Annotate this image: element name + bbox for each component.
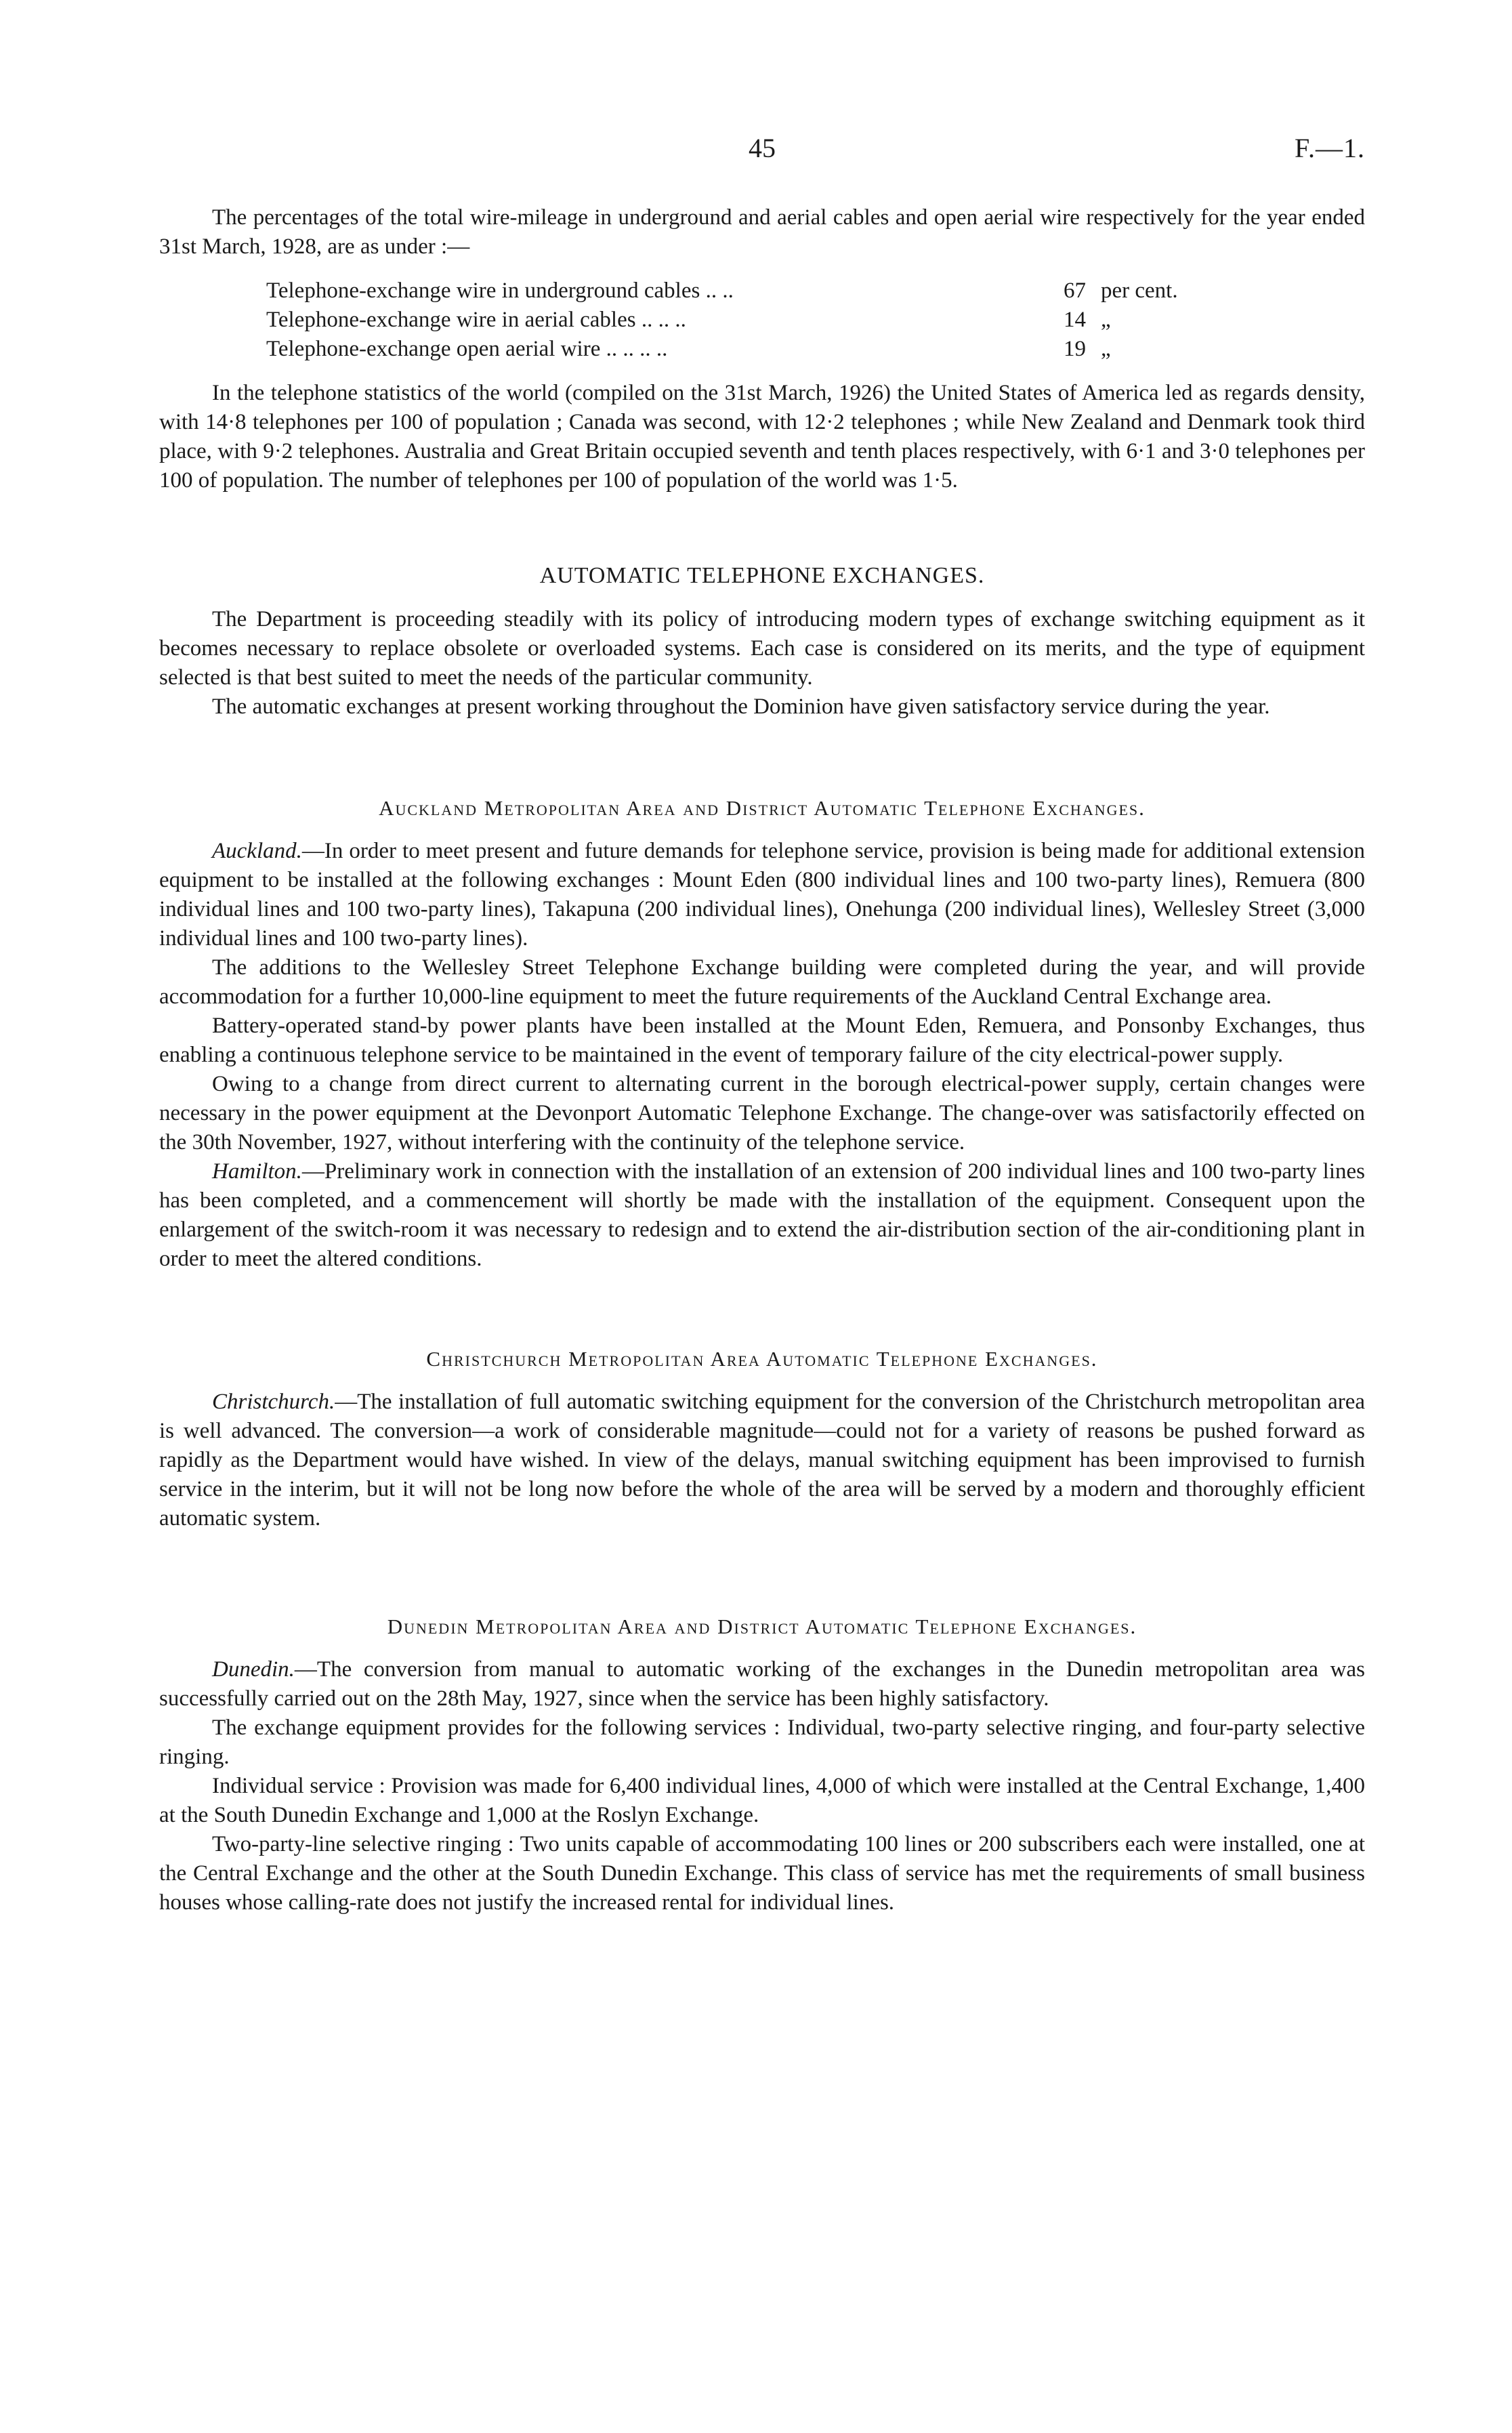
hamilton-lead: Hamilton. <box>212 1159 302 1184</box>
row-label: Telephone-exchange wire in underground cables .. .. <box>266 278 734 303</box>
row-unit: „ <box>1101 337 1111 361</box>
auckland-lead: Auckland. <box>212 839 302 863</box>
devonport-paragraph: Owing to a change from direct current to alternating current in the borough electrical-power supply, certain changes were necessary in the power equipment at the Devonport Automatic Telephone Exchange. The change-over was satisfactorily effected on the 30th November, 1927, without interfering with the continuity of the telephone service. <box>159 1072 1365 1155</box>
auckland-paragraph <box>159 837 1365 953</box>
table-row <box>266 306 1269 335</box>
hamilton-paragraph <box>159 1157 1365 1274</box>
two-party-paragraph: Two-party-line selective ringing : Two units capable of accommodating 100 lines or 200 subscribers each were installed, one at the Central Exchange and the other at the South Dunedin Exchange. This class of service has met the requirements of small business houses whose calling-rate does not justify the increased rental for individual lines. <box>159 1832 1365 1915</box>
christchurch-paragraph <box>159 1388 1365 1533</box>
wire-mileage-paragraph: The percentages of the total wire-mileage in underground and aerial cables and open aerial wire respectively for the year ended 31st March, 1928, are as under :— <box>159 205 1365 259</box>
dunedin-text: —The conversion from manual to automatic working of the exchanges in the Dunedin metropolitan area was successfully carried out on the 28th May, 1927, since when the service has been highly satisfactory. <box>159 1657 1365 1711</box>
automatic-paragraph-2: The automatic exchanges at present working throughout the Dominion have given satisfactory service during the year. <box>212 694 1270 719</box>
section-heading-dunedin: Dunedin Metropolitan Area and District Automatic Telephone Exchanges. <box>387 1615 1137 1638</box>
row-value: 67 <box>1064 278 1086 303</box>
table-row <box>266 335 1269 364</box>
individual-service-paragraph: Individual service : Provision was made for 6,400 individual lines, 4,000 of which were installed at the Central Exchange, 1,400 at the South Dunedin Exchange and 1,000 at the Roslyn Exchange. <box>159 1774 1365 1827</box>
automatic-paragraph-1: The Department is proceeding steadily with its policy of introducing modern types of exchange switching equipment as it becomes necessary to replace obsolete or overloaded systems. Each case is considered on its merits, and the type of equipment selected is that best suited to meet the needs of the particular community. <box>159 607 1365 690</box>
section-heading-christchurch: Christchurch Metropolitan Area Automatic Telephone Exchanges. <box>426 1347 1098 1371</box>
page-header <box>159 132 1365 173</box>
standby-power-paragraph: Battery-operated stand-by power plants have been installed at the Mount Eden, Remuera, and Ponsonby Exchanges, thus enabling a continuous telephone service to be maintained in the event of temporary failure of the city electrical-power supply. <box>159 1014 1365 1067</box>
row-value: 14 <box>1064 308 1086 332</box>
world-statistics-paragraph: In the telephone statistics of the world (compiled on the 31st March, 1926) the United States of America led as regards density, with 14·8 telephones per 100 of population ; Canada was second, with 12·2 telephones ; while New Zealand and Denmark took third place, with 9·2 telephones. Australia and Great Britain occupied seventh and tenth places respectively, with 6·1 and 3·0 telephones per 100 of population. The number of telephones per 100 of population of the world was 1·5. <box>159 381 1365 493</box>
dunedin-lead: Dunedin. <box>212 1657 295 1682</box>
row-label: Telephone-exchange open aerial wire .. .. .. .. <box>266 337 668 361</box>
row-label: Telephone-exchange wire in aerial cables .. .. .. <box>266 308 686 332</box>
row-value: 19 <box>1064 337 1086 361</box>
auckland-text: —In order to meet present and future demands for telephone service, provision is being made for additional extension equipment to be installed at the following exchanges : Mount Eden (800 individual lines and 100 two-party lines), Remuera (800 individual lines and 100 two-party lines), Takapuna (200 individual lines), Onehunga (200 individual lines), Wellesley Street (3,000 individual lines and 100 two-party lines). <box>159 839 1365 951</box>
section-heading-automatic: AUTOMATIC TELEPHONE EXCHANGES. <box>539 563 985 588</box>
christchurch-text: —The installation of full automatic switching equipment for the conversion of the Christchurch metropolitan area is well advanced. The conversion—a work of considerable magnitude—could not for a variety of reasons be pushed forward as rapidly as the Department would have wished. In view of the delays, manual switching equipment has been improvised to furnish service in the interim, but it will not be long now before the whole of the area will be served by a modern and thoroughly efficient automatic system. <box>159 1390 1365 1531</box>
row-unit: „ <box>1101 308 1111 332</box>
wellesley-paragraph: The additions to the Wellesley Street Telephone Exchange building were completed during the year, and will provide accommodation for a further 10,000-line equipment to meet the future requirements of the Auckland Central Exchange area. <box>159 955 1365 1009</box>
page-content <box>159 203 1365 1917</box>
row-unit: per cent. <box>1101 278 1178 303</box>
christchurch-lead: Christchurch. <box>212 1390 335 1414</box>
document-reference: F.—1. <box>1294 133 1365 163</box>
hamilton-text: —Preliminary work in connection with the installation of an extension of 200 individual lines and 100 two-party lines has been completed, and a commencement will shortly be made with the installation of the equipment. Consequent upon the enlargement of the switch-room it was necessary to redesign and to extend the air-distribution section of the air-conditioning plant in order to meet the altered conditions. <box>159 1159 1365 1271</box>
section-heading-auckland: Auckland Metropolitan Area and District Automatic Telephone Exchanges. <box>379 796 1146 820</box>
exchange-services-paragraph: The exchange equipment provides for the following services : Individual, two-party selective ringing, and four-party selective ringing. <box>159 1715 1365 1769</box>
page-number: 45 <box>749 133 776 163</box>
table-row <box>266 276 1269 306</box>
dunedin-paragraph <box>159 1655 1365 1713</box>
wire-percentage-table <box>266 276 1269 364</box>
